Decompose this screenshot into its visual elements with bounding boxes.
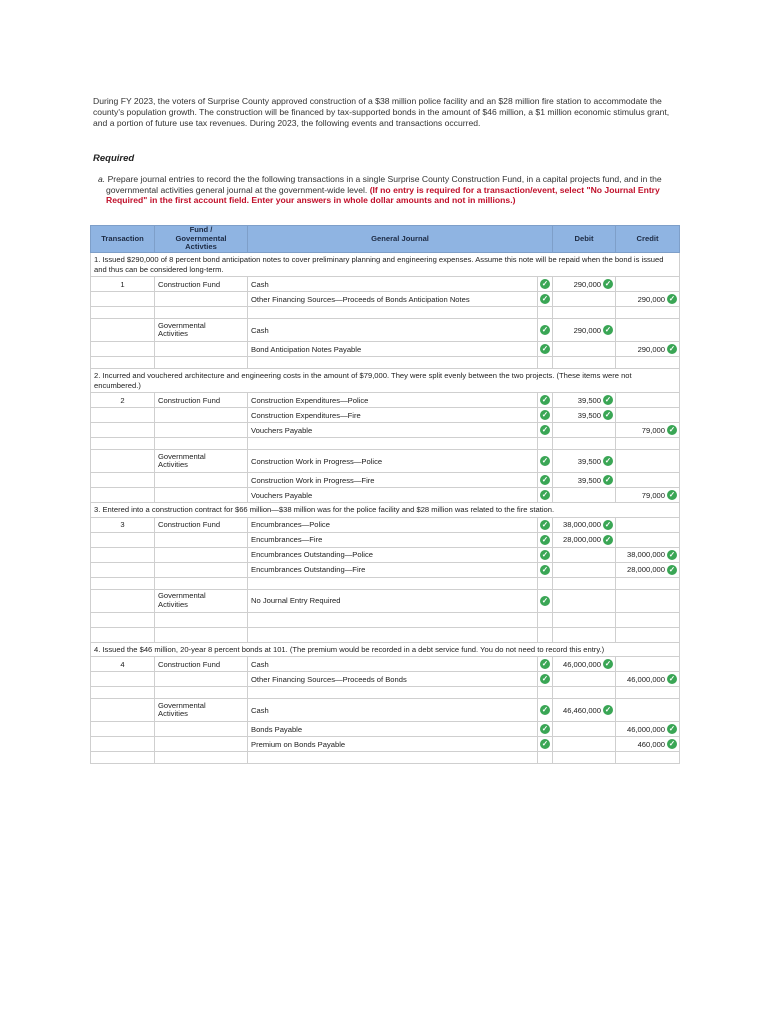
- credit-field[interactable]: [616, 277, 680, 292]
- check-icon: ✓: [604, 395, 612, 404]
- check-icon: ✓: [541, 279, 549, 288]
- instruction-text: Prepare journal entries to record the the following transactions in a single Surprise County Construction Fund, in a capital projects fund, and in the governmental activities general journal at the government-wide level.: [106, 174, 662, 195]
- credit-field[interactable]: 46,000,000: [627, 674, 666, 684]
- entity-ga-line1: Governmental: [158, 700, 206, 710]
- credit-field[interactable]: [616, 393, 680, 408]
- entity-ga-line2: Activities: [158, 599, 188, 609]
- account-field[interactable]: [248, 627, 538, 642]
- journal-table: [90, 225, 680, 764]
- account-field[interactable]: Cash: [248, 277, 538, 292]
- instruction-prefix: a.: [98, 174, 106, 184]
- check-icon: ✓: [541, 724, 549, 733]
- account-field[interactable]: [248, 687, 538, 699]
- account-field[interactable]: Construction Expenditures—Police: [248, 393, 538, 408]
- check-icon: ✓: [541, 456, 549, 465]
- header-fund: [155, 226, 248, 253]
- check-icon: ✓: [541, 410, 549, 419]
- debit-field[interactable]: [553, 562, 616, 577]
- problem-intro: During FY 2023, the voters of Surprise County approved construction of a $38 million police facility and an $28 million fire station to accommodate the county's population growth. The construction will be financed by tax-supported bonds in the amount of $46 million, a $1 million economic stimulus grant, and a portion of future use tax revenues. During 2023, the following events and transactions occurred.: [93, 96, 670, 128]
- check-icon: ✓: [541, 344, 549, 353]
- transaction-number: 4: [91, 657, 155, 672]
- debit-field[interactable]: 28,000,000: [563, 535, 602, 544]
- account-field[interactable]: Cash: [248, 319, 538, 342]
- debit-field[interactable]: 290,000: [573, 279, 602, 289]
- account-field[interactable]: [248, 612, 538, 627]
- check-icon: ✓: [541, 519, 549, 529]
- debit-field[interactable]: [553, 488, 616, 503]
- check-icon: ✓: [668, 294, 676, 303]
- check-icon: ✓: [604, 659, 612, 668]
- credit-field[interactable]: 460,000: [637, 739, 666, 749]
- debit-field[interactable]: 46,460,000: [563, 705, 602, 715]
- check-icon: ✓: [541, 490, 549, 499]
- entity-construction-fund: Construction Fund: [155, 277, 248, 292]
- check-icon: ✓: [668, 674, 676, 683]
- credit-field[interactable]: 79,000: [641, 490, 666, 500]
- entity-governmental-activities: [155, 699, 248, 722]
- check-icon: ✓: [668, 425, 676, 434]
- header-fund-line1: Fund /: [189, 225, 213, 235]
- debit-field[interactable]: 290,000: [573, 325, 602, 335]
- check-icon: ✓: [604, 475, 612, 484]
- account-field[interactable]: Premium on Bonds Payable: [248, 737, 538, 752]
- credit-field[interactable]: [616, 319, 680, 342]
- check-icon: ✓: [541, 325, 549, 334]
- check-icon: ✓: [668, 564, 676, 574]
- entity-ga-line2: Activities: [158, 709, 188, 718]
- credit-field[interactable]: 28,000,000: [627, 565, 666, 574]
- account-field[interactable]: Cash: [248, 699, 538, 722]
- entity-ga-line1: Governmental: [158, 591, 206, 600]
- debit-field[interactable]: [553, 342, 616, 357]
- debit-field[interactable]: 39,500: [577, 475, 602, 485]
- header-transaction: Transaction: [91, 226, 155, 253]
- check-icon: ✓: [541, 534, 549, 544]
- check-icon: ✓: [541, 739, 549, 748]
- debit-field[interactable]: [553, 722, 616, 737]
- debit-field[interactable]: [553, 423, 616, 438]
- credit-field[interactable]: 79,000: [641, 425, 666, 435]
- entity-governmental-activities: [155, 589, 248, 612]
- check-icon: ✓: [541, 549, 549, 559]
- account-field[interactable]: Construction Work in Progress—Police: [248, 450, 538, 473]
- debit-field[interactable]: 39,500: [577, 395, 602, 405]
- transaction-4-description: 4. Issued the $46 million, 20-year 8 percent bonds at 101. (The premium would be recorded in a debt service fund. You do not need to record this entry.): [91, 642, 680, 657]
- debit-field[interactable]: 46,000,000: [563, 659, 602, 669]
- check-icon: ✓: [604, 325, 612, 334]
- debit-field[interactable]: [553, 589, 616, 612]
- check-icon: ✓: [541, 705, 549, 714]
- credit-field[interactable]: [616, 517, 680, 532]
- check-icon: ✓: [668, 739, 676, 748]
- credit-field[interactable]: [616, 657, 680, 672]
- credit-field[interactable]: [616, 699, 680, 722]
- entity-governmental-activities: [155, 319, 248, 342]
- check-icon: ✓: [604, 279, 612, 288]
- check-icon: ✓: [541, 294, 549, 303]
- header-credit: Credit: [616, 226, 680, 253]
- account-field[interactable]: Other Financing Sources—Proceeds of Bonds Anticipation Notes: [248, 292, 538, 307]
- account-field[interactable]: [248, 752, 538, 764]
- check-icon: ✓: [604, 410, 612, 419]
- check-icon: ✓: [541, 395, 549, 404]
- check-icon: ✓: [668, 724, 676, 733]
- table-header: [91, 226, 680, 253]
- check-icon: ✓: [604, 534, 612, 544]
- account-field[interactable]: [248, 357, 538, 369]
- entity-construction-fund: Construction Fund: [155, 657, 248, 672]
- check-icon: ✓: [541, 595, 549, 605]
- credit-field[interactable]: [616, 473, 680, 488]
- account-field[interactable]: [248, 577, 538, 589]
- transaction-number: 1: [91, 277, 155, 292]
- credit-field[interactable]: [616, 408, 680, 423]
- required-heading: Required: [93, 153, 135, 164]
- check-icon: ✓: [541, 564, 549, 574]
- account-field[interactable]: Construction Work in Progress—Fire: [248, 473, 538, 488]
- account-field[interactable]: Cash: [248, 657, 538, 672]
- account-field[interactable]: Encumbrances—Police: [248, 517, 538, 532]
- check-icon: ✓: [604, 519, 612, 529]
- debit-field[interactable]: 38,000,000: [563, 520, 602, 529]
- credit-field[interactable]: 290,000: [637, 344, 666, 354]
- check-icon: ✓: [541, 475, 549, 484]
- transaction-number: 3: [91, 517, 155, 532]
- account-field[interactable]: Vouchers Payable: [248, 423, 538, 438]
- credit-field[interactable]: 38,000,000: [627, 550, 666, 559]
- entity-ga-line2: Activities: [158, 460, 188, 469]
- debit-field[interactable]: [553, 547, 616, 562]
- account-field[interactable]: No Journal Entry Required: [248, 589, 538, 612]
- account-field[interactable]: [248, 307, 538, 319]
- header-general-journal: General Journal: [248, 226, 553, 253]
- entity-ga-line1: Governmental: [158, 320, 206, 330]
- transaction-3-description: 3. Entered into a construction contract for $66 million—$38 million was for the police facility and $28 million was related to the fire station.: [91, 503, 680, 518]
- transaction-number: 2: [91, 393, 155, 408]
- debit-field[interactable]: [553, 672, 616, 687]
- entity-governmental-activities: [155, 450, 248, 473]
- transaction-2-description: 2. Incurred and vouchered architecture and engineering costs in the amount of $79,000. They were split evenly between the two projects. (These items were not encumbered.): [91, 369, 680, 393]
- credit-field[interactable]: [616, 450, 680, 473]
- debit-field[interactable]: [553, 292, 616, 307]
- account-field[interactable]: Encumbrances Outstanding—Fire: [248, 562, 538, 577]
- check-icon: ✓: [604, 705, 612, 714]
- account-field[interactable]: Encumbrances—Fire: [248, 532, 538, 547]
- check-icon: ✓: [668, 549, 676, 559]
- credit-field[interactable]: 290,000: [637, 294, 666, 304]
- entity-construction-fund: Construction Fund: [155, 517, 248, 532]
- account-field[interactable]: Encumbrances Outstanding—Police: [248, 547, 538, 562]
- header-debit: Debit: [553, 226, 616, 253]
- header-fund-line3: Activties: [185, 242, 217, 252]
- debit-field[interactable]: [553, 737, 616, 752]
- account-field[interactable]: [248, 438, 538, 450]
- entity-construction-fund: Construction Fund: [155, 393, 248, 408]
- instructions: [98, 174, 686, 206]
- debit-field[interactable]: 39,500: [577, 456, 602, 466]
- entity-ga-line2: Activities: [158, 329, 188, 338]
- entity-ga-line1: Governmental: [158, 451, 206, 461]
- credit-field[interactable]: [616, 589, 680, 612]
- debit-field[interactable]: 39,500: [577, 410, 602, 420]
- account-field[interactable]: Other Financing Sources—Proceeds of Bonds: [248, 672, 538, 687]
- account-field[interactable]: Bond Anticipation Notes Payable: [248, 342, 538, 357]
- credit-field[interactable]: 46,000,000: [627, 724, 666, 734]
- account-field[interactable]: Construction Expenditures—Fire: [248, 408, 538, 423]
- header-fund-line2: Governmental: [175, 233, 227, 243]
- check-icon: ✓: [541, 674, 549, 683]
- check-icon: ✓: [668, 344, 676, 353]
- check-icon: ✓: [668, 490, 676, 499]
- check-icon: ✓: [604, 456, 612, 465]
- credit-field[interactable]: [616, 532, 680, 547]
- check-icon: ✓: [541, 425, 549, 434]
- check-icon: ✓: [541, 659, 549, 668]
- account-field[interactable]: Vouchers Payable: [248, 488, 538, 503]
- instruction-red-note: (If no entry is required for a transaction/event, select "No Journal Entry Required" in the first account field. Enter your answers in whole dollar amounts and not in millions.): [106, 184, 660, 206]
- account-field[interactable]: Bonds Payable: [248, 722, 538, 737]
- transaction-1-description: 1. Issued $290,000 of 8 percent bond anticipation notes to cover preliminary planning and engineering expenses. Assume this note will be repaid when the bond is issued and thus can be considered long-term.: [91, 253, 680, 277]
